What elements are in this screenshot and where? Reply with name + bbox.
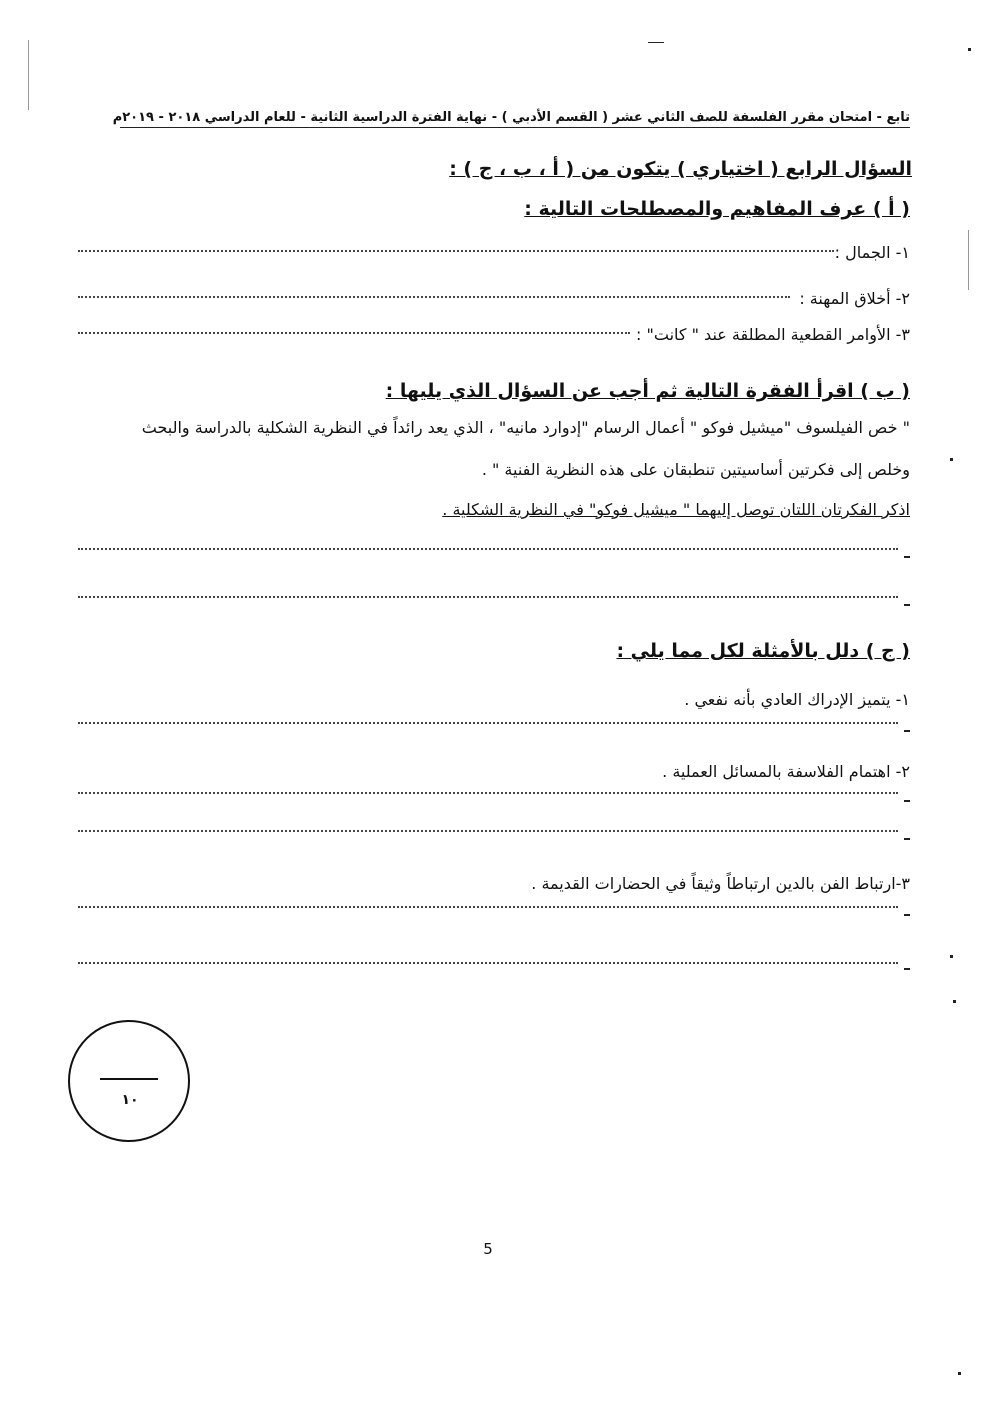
speck-3 <box>950 955 953 958</box>
answer-line-c1[interactable] <box>78 722 898 724</box>
top-mark <box>648 42 664 43</box>
part-a-title: ( أ ) عرف المفاهيم والمصطلحات التالية : <box>524 198 910 220</box>
part-a-item-1: ١- الجمال : <box>834 243 910 262</box>
part-c-item-1: ١- يتميز الإدراك العادي بأنه نفعي . <box>684 690 910 709</box>
dash-c3a <box>904 914 910 916</box>
page-number: 5 <box>483 1240 493 1258</box>
part-b-paragraph-line1: " خص الفيلسوف "ميشيل فوكو " أعمال الرسام "إدوارد مانيه" ، الذي يعد رائداً في النظرية الشكلية بالدراسة والبحث <box>141 418 910 437</box>
answer-line-a1[interactable] <box>78 250 834 252</box>
answer-line-b1[interactable] <box>78 548 898 550</box>
part-a-item-3: ٣- الأوامر القطعية المطلقة عند " كانت" : <box>636 325 910 344</box>
score-fraction-bar <box>100 1078 158 1080</box>
part-c-title: ( ج ) دلل بالأمثلة لكل مما يلي : <box>616 640 910 662</box>
dash-c2b <box>904 838 910 840</box>
dash-b1 <box>904 556 910 558</box>
answer-line-a3[interactable] <box>78 332 630 334</box>
speck-4 <box>953 1000 956 1003</box>
dash-c2a <box>904 800 910 802</box>
answer-line-b2[interactable] <box>78 596 898 598</box>
left-margin-line <box>28 40 29 110</box>
answer-line-c2a[interactable] <box>78 792 898 794</box>
part-b-question: اذكر الفكرتان اللتان توصل إليهما " ميشيل فوكو" في النظرية الشكلية . <box>442 500 910 519</box>
speck-5 <box>958 1372 961 1375</box>
dash-c1 <box>904 730 910 732</box>
answer-line-a2[interactable] <box>78 296 790 298</box>
right-margin-line <box>968 230 969 290</box>
part-a-item-2: ٢- أخلاق المهنة : <box>799 289 910 308</box>
score-total: ١٠ <box>121 1092 139 1108</box>
exam-header: تابع - امتحان مقرر الفلسفة للصف الثاني عشر ( القسم الأدبي ) - نهاية الفترة الدراسية الثانية - للعام الدراسي ٢٠١٨ - ٢٠١٩م <box>120 110 910 128</box>
answer-line-c3b[interactable] <box>78 962 898 964</box>
answer-line-c3a[interactable] <box>78 906 898 908</box>
part-c-item-2: ٢- اهتمام الفلاسفة بالمسائل العملية . <box>662 762 910 781</box>
question4-title: السؤال الرابع ( اختياري ) يتكون من ( أ ، ب ، ج ) : <box>449 158 912 180</box>
score-circle <box>68 1020 190 1142</box>
part-b-title: ( ب ) اقرأ الفقرة التالية ثم أجب عن السؤال الذي يليها : <box>385 380 910 402</box>
dash-c3b <box>904 968 910 970</box>
dash-b2 <box>904 604 910 606</box>
part-c-item-3: ٣-ارتباط الفن بالدين ارتباطاً وثيقاً في الحضارات القديمة . <box>531 874 910 893</box>
answer-line-c2b[interactable] <box>78 830 898 832</box>
part-b-paragraph-line2: وخلص إلى فكرتين أساسيتين تنطبقان على هذه النظرية الفنية " . <box>481 460 910 479</box>
speck-2 <box>950 458 953 461</box>
speck-1 <box>968 48 971 51</box>
